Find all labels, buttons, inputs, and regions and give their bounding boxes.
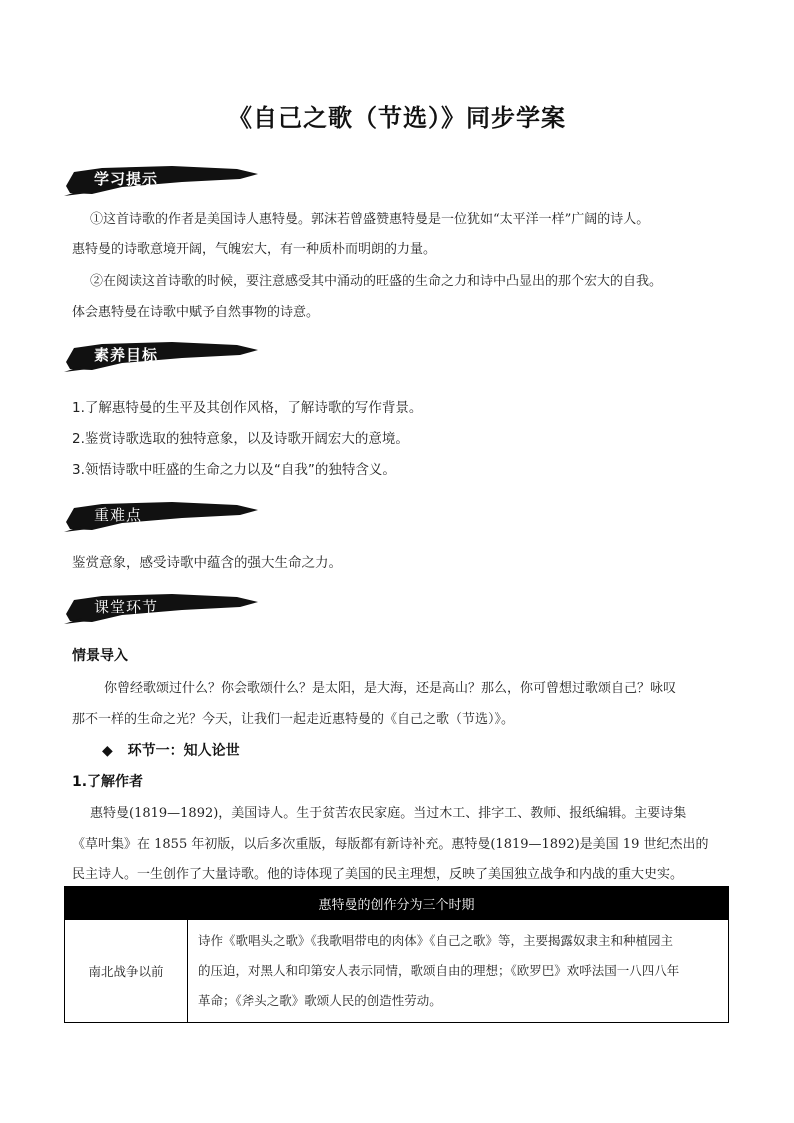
brush-stroke-icon [62,336,262,376]
tips-paragraph-2-line1: ②在阅读这首诗歌的时候，要注意感受其中涌动的旺盛的生命之力和诗中凸显出的那个宏大的自我。 [90,274,663,289]
description-line: 诗作《歌唱头之歌》《我歌唱带电的肉体》《自己之歌》等，主要揭露奴隶主和种植园主 [198,933,674,948]
tips-paragraph-2-line2: 体会惠特曼在诗歌中赋予自然事物的诗意。 [72,305,320,320]
intro-line1: 你曾经歌颂过什么？你会歌颂什么？是太阳，是大海，还是高山？那么，你可曾想过歌颂自己？咏叹 [104,681,677,696]
author-line1: 惠特曼(1819—1892)，美国诗人。生于贫苦农民家庭。当过木工、排字工、教师、报纸编辑。主要诗集 [90,806,687,821]
brush-stroke-icon [62,160,262,200]
section-banner-goals [62,336,262,376]
step-heading [102,740,240,760]
sub-title: 1.了解作者 [72,774,144,790]
goal-item: 2.鉴赏诗歌选取的独特意象，以及诗歌开阔宏大的意境。 [72,431,409,447]
description-line: 的压迫，对黑人和印第安人表示同情，歌颂自由的理想；《欧罗巴》欢呼法国一八四八年 [198,963,680,978]
section-heading-tips: 学习提示 [94,170,159,188]
goal-item: 3.领悟诗歌中旺盛的生命之力以及“自我”的独特含义。 [72,462,396,478]
brush-stroke-icon [62,496,262,536]
table-header: 惠特曼的创作分为三个时期 [65,887,729,920]
section-banner-class [62,588,262,628]
table-row [65,920,729,1023]
tips-paragraph-1-line2: 惠特曼的诗歌意境开阔，气魄宏大，有一种质朴而明朗的力量。 [72,242,437,257]
author-line2: 《草叶集》在 1855 年初版，以后多次重版，每版都有新诗补充。惠特曼(1819—1892)是美国 19 世纪杰出的 [72,837,709,852]
goal-item: 1.了解惠特曼的生平及其创作风格，了解诗歌的写作背景。 [72,400,423,416]
section-heading-key: 重难点 [94,506,143,524]
step-title: 环节一：知人论世 [127,743,240,759]
diamond-bullet-icon: ◆ [102,743,113,759]
intro-title: 情景导入 [72,648,128,664]
page-title: 《自己之歌（节选）》同步学案 [228,104,566,132]
key-point-text: 鉴赏意象，感受诗歌中蕴含的强大生命之力。 [72,555,342,571]
creation-period-table [64,886,729,1023]
description-line: 革命；《斧头之歌》歌颂人民的创造性劳动。 [198,993,442,1008]
section-heading-class: 课堂环节 [94,598,159,616]
section-banner-tips [62,160,262,200]
intro-line2: 那不一样的生命之光？今天，让我们一起走近惠特曼的《自己之歌（节选）》。 [72,712,515,727]
brush-stroke-icon [62,588,262,628]
period-cell: 南北战争以前 [65,920,188,1023]
author-line3: 民主诗人。一生创作了大量诗歌。他的诗体现了美国的民主理想，反映了美国独立战争和内战的重大史实。 [72,867,684,882]
table-header-row [65,887,729,920]
section-banner-key [62,496,262,536]
tips-paragraph-1-line1: ①这首诗歌的作者是美国诗人惠特曼。郭沫若曾盛赞惠特曼是一位犹如“太平洋一样”广阔的诗人。 [90,212,650,227]
description-cell [188,920,729,1023]
section-heading-goals: 素养目标 [94,346,159,364]
